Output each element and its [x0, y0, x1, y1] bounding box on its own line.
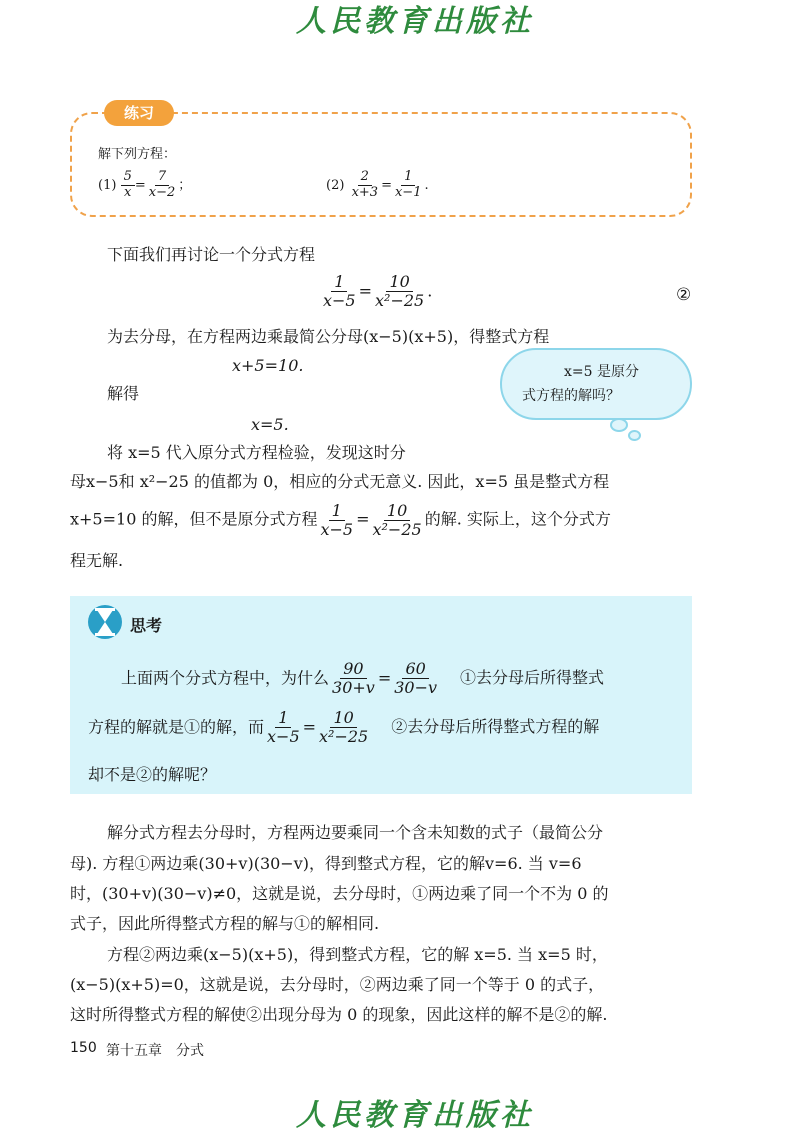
fraction: $\frac{90}{30+v}$ — [332, 659, 375, 698]
problem-2-label: (2) — [326, 177, 345, 193]
practice-box — [70, 112, 692, 217]
body-line: 为去分母，在方程两边乘最简公分母(x−5)(x+5)，得整式方程 — [107, 327, 550, 346]
cloud-line-2: 式方程的解吗？ — [522, 388, 620, 404]
practice-instruction: 解下列方程： — [98, 147, 177, 162]
equation-2: $\frac{1}{x-5}$ = $\frac{10}{\text{x²−25}}$ . — [320, 273, 432, 311]
equation-label-2: ② — [676, 285, 692, 305]
fraction: $\frac{7}{x-2}$ — [148, 169, 176, 200]
fraction: $\frac{1}{x-1}$ — [394, 169, 422, 200]
problem-1-label: (1) — [98, 177, 117, 193]
cloud-line-1: x=5 是原分 — [564, 364, 639, 380]
body-line: 母x−5和 x²−25 的值都为 0，相应的分式无意义. 因此，x=5 虽是整式方程 — [70, 472, 610, 491]
fraction: $\frac{1}{x-5}$ — [323, 272, 356, 311]
hourglass-icon — [88, 602, 122, 642]
practice-tag: 练习 — [104, 100, 174, 126]
solve-label: 解得 — [107, 384, 140, 403]
fraction: $\frac{5}{x}$ — [121, 170, 135, 201]
fraction: $\frac{10}{\text{x²−25}}$ — [372, 501, 422, 539]
body-line: 式子，因此所得整式方程的解与①的解相同. — [70, 914, 380, 933]
integer-equation: x+5=10. — [232, 356, 304, 375]
think-line-2: 方程的解就是①的解，而 $\frac{1}{x-5}$ = $\frac{10}{\text{x²−25}}$ ②去分母后所得整式方程的解 — [88, 708, 600, 747]
fraction: $\frac{10}{\text{x²−25}}$ — [375, 272, 425, 311]
practice-problem-1: (1) $\frac{5}{x}$ = $\frac{7}{x-2}$ ； — [98, 169, 192, 200]
publisher-logo-top: 人民教育出版社 — [296, 4, 534, 39]
intro-text: 下面我们再讨论一个分式方程 — [107, 245, 316, 264]
think-line-1: 上面两个分式方程中，为什么 $\frac{90}{30+v}$ = $\frac{60}{30-v}$ ①去分母后所得整式 — [121, 659, 605, 698]
fraction: $\frac{1}{x-5}$ — [320, 501, 354, 539]
body-line: 母). 方程①两边乘(30+v)(30−v)，得到整式方程，它的解v=6. 当 v=6 — [70, 854, 582, 873]
publisher-logo-bottom: 人民教育出版社 — [296, 1098, 534, 1133]
body-line: 方程②两边乘(x−5)(x+5)，得到整式方程，它的解 x=5. 当 x=5 时， — [107, 945, 608, 964]
think-line-3: 却不是②的解呢？ — [88, 765, 217, 784]
body-line: 时，(30+v)(30−v)≠0，这就是说，去分母时，①两边乘了同一个不为 0 的 — [70, 884, 609, 903]
body-line: 程无解. — [70, 551, 124, 570]
fraction: $\frac{2}{x+3}$ — [351, 169, 379, 200]
body-line: 这时所得整式方程的解使②出现分母为 0 的现象，因此这样的解不是②的解. — [70, 1005, 608, 1024]
body-line: 解分式方程去分母时，方程两边要乘同一个含未知数的式子（最简公分 — [107, 823, 604, 842]
body-line: (x−5)(x+5)=0，这就是说，去分母时，②两边乘了同一个等于 0 的式子， — [70, 975, 605, 994]
fraction: $\frac{10}{\text{x²−25}}$ — [319, 708, 369, 747]
fraction: $\frac{1}{x-5}$ — [267, 708, 300, 747]
solution-equation: x=5. — [251, 415, 289, 434]
thought-bubble-dot — [628, 430, 641, 441]
think-title: 思考 — [130, 616, 163, 635]
fraction: $\frac{60}{30-v}$ — [394, 659, 438, 698]
cloud-text — [522, 360, 639, 408]
page-number: 150 — [70, 1040, 97, 1056]
body-line: x+5=10 的解，但不是原分式方程 $\frac{1}{x-5}$ = $\frac{10}{\text{x²−25}}$ 的解. 实际上，这个分式方 — [70, 501, 611, 539]
practice-problem-2: (2) $\frac{2}{x+3}$ = $\frac{1}{x-1}$ . — [326, 169, 429, 200]
thought-bubble-dot — [610, 418, 628, 432]
body-line: 将 x=5 代入原分式方程检验，发现这时分 — [107, 443, 406, 462]
chapter-title: 第十五章 分式 — [106, 1043, 204, 1059]
